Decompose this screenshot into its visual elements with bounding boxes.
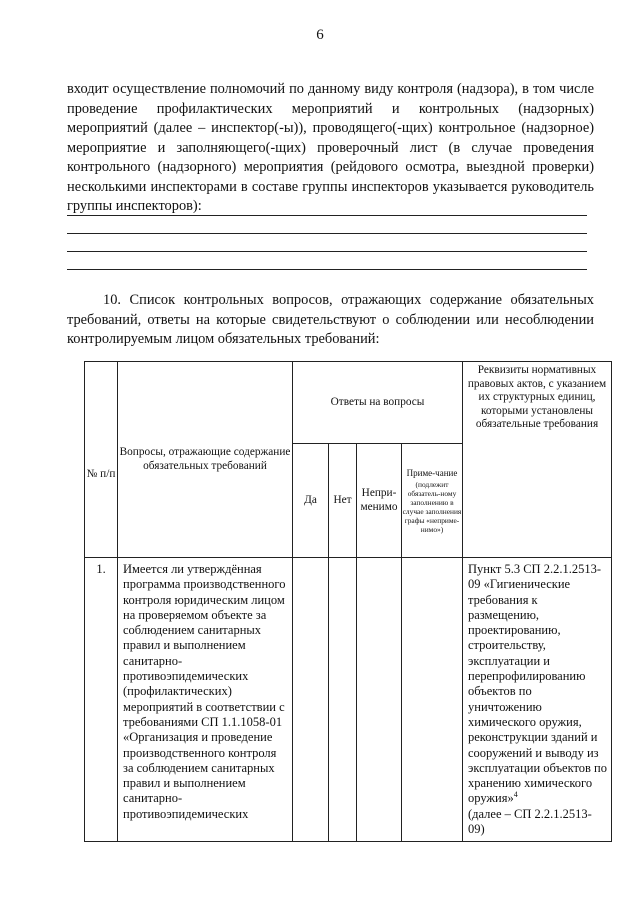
header-no: Нет xyxy=(329,444,357,558)
footnote-mark: 4 xyxy=(513,790,518,800)
blank-fill-line-2 xyxy=(67,233,587,234)
header-yes: Да xyxy=(293,444,329,558)
row-requisites xyxy=(463,558,612,842)
header-requisites: Реквизиты нормативных правовых актов, с указанием их структурных единиц, которыми установлены обязательные требования xyxy=(463,362,612,558)
header-note xyxy=(402,444,463,558)
blank-fill-line-4 xyxy=(67,269,587,270)
header-note-detail: (подлежит обязатель-ному заполнению в случае заполнения графы «неприме-нимо») xyxy=(402,479,462,534)
checklist-heading: 10. Список контрольных вопросов, отражающих содержание обязательных требований, ответы на которые свидетельствуют о соблюдении или несоблюдении контролируемым лицом обязательных требований: xyxy=(67,292,594,347)
table-header-row-1 xyxy=(85,362,612,444)
row-question: Имеется ли утверждённая программа производственного контроля юридическим лицом на проверяемом объекте за соблюдением санитарных правил и выполнением санитарно-противоэпидемических (профилактических) мероприятий в соответствии с требованиями СП 1.1.1058-01 «Организация и проведение производственного контроля за соблюдением санитарных правил и выполнением санитарно-противоэпидемических xyxy=(118,558,293,842)
answer-not-applicable-cell[interactable] xyxy=(357,558,402,842)
header-not-applicable: Непри-менимо xyxy=(357,444,402,558)
answer-no-cell[interactable] xyxy=(329,558,357,842)
requisites-text: Пункт 5.3 СП 2.2.1.2513-09 «Гигиенические требования к размещению, проектированию, строительству, эксплуатации и перепрофилированию объектов по уничтожению химического оружия, реконструкции зданий и сооружений и выводу из эксплуатации объектов по хранению химического оружия» xyxy=(468,562,608,806)
page-number: 6 xyxy=(316,27,324,43)
header-number: № п/п xyxy=(85,362,118,558)
blank-fill-line-3 xyxy=(67,251,587,252)
answer-note-cell[interactable] xyxy=(402,558,463,842)
table-row xyxy=(85,558,612,842)
requisites-tail: (далее – СП 2.2.1.2513-09) xyxy=(468,806,592,837)
checklist-table xyxy=(84,361,612,842)
header-answers: Ответы на вопросы xyxy=(293,362,463,444)
header-note-title: Приме-чание xyxy=(406,467,458,478)
header-question: Вопросы, отражающие содержание обязательных требований xyxy=(118,362,293,558)
answer-yes-cell[interactable] xyxy=(293,558,329,842)
row-number: 1. xyxy=(85,558,118,842)
blank-fill-line-1 xyxy=(67,215,587,216)
intro-paragraph: входит осуществление полномочий по данному виду контроля (надзора), в том числе проведение профилактических мероприятий и контрольных (надзорных) мероприятий (далее – инспектор(-ы)), проводящего(-щих) контрольное (надзорное) мероприятие и заполняющего(-щих) проверочный лист (в случае проведения контрольного (надзорного) мероприятия (рейдового осмотра, выездной проверки) несколькими инспекторами в составе группы инспекторов указывается руководитель группы инспекторов): xyxy=(67,81,594,214)
